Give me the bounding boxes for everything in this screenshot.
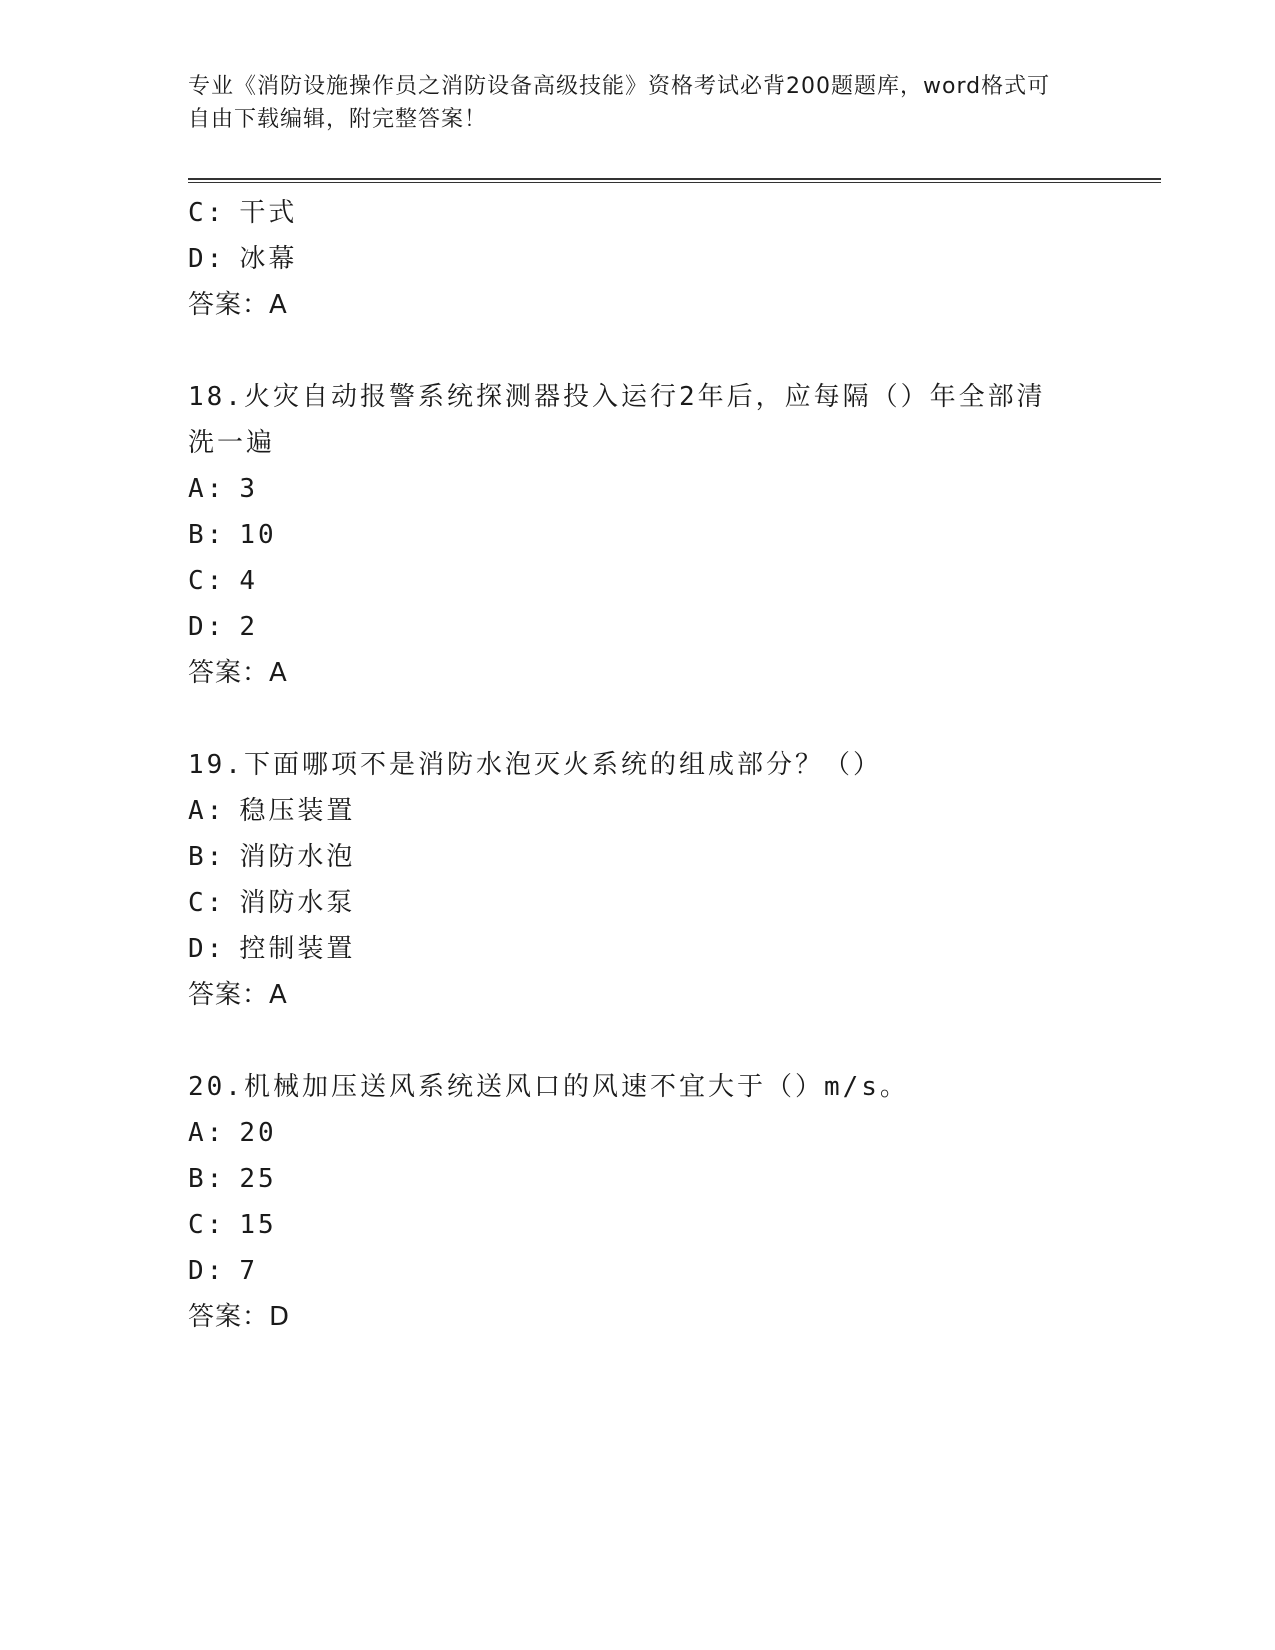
spacer bbox=[188, 328, 1118, 374]
option-text: 控制装置 bbox=[239, 934, 356, 964]
option-c bbox=[188, 558, 1118, 604]
option-text: 25 bbox=[239, 1164, 277, 1194]
question-list bbox=[188, 190, 1118, 1340]
question-20 bbox=[188, 1064, 1118, 1340]
answer-line: 答案：D bbox=[188, 1302, 291, 1332]
option-letter: B: bbox=[188, 842, 226, 872]
option-c bbox=[188, 880, 1118, 926]
option-letter: D: bbox=[188, 612, 226, 642]
option-text: 7 bbox=[239, 1256, 258, 1286]
option-text: 2 bbox=[239, 612, 258, 642]
question-stem: 19.下面哪项不是消防水泡灭火系统的组成部分？（） bbox=[188, 750, 882, 780]
option-a bbox=[188, 788, 1118, 834]
question-stem: 20.机械加压送风系统送风口的风速不宜大于（）m/s。 bbox=[188, 1072, 909, 1102]
option-letter: A: bbox=[188, 1118, 226, 1148]
option-text: 冰幕 bbox=[239, 244, 298, 274]
option-a bbox=[188, 466, 1118, 512]
option-letter: C: bbox=[188, 888, 226, 918]
document-header bbox=[188, 70, 1068, 136]
option-letter: D: bbox=[188, 934, 226, 964]
question-17-tail bbox=[188, 190, 1118, 328]
option-text: 消防水泵 bbox=[239, 888, 356, 918]
spacer bbox=[188, 696, 1118, 742]
option-text: 3 bbox=[239, 474, 258, 504]
question-18 bbox=[188, 374, 1118, 696]
option-text: 干式 bbox=[239, 198, 298, 228]
question-stem: 18.火灾自动报警系统探测器投入运行2年后，应每隔（）年全部清洗一遍 bbox=[188, 382, 1046, 458]
option-letter: D: bbox=[188, 244, 226, 274]
header-divider bbox=[188, 178, 1161, 183]
option-a bbox=[188, 1110, 1118, 1156]
answer-line: 答案：A bbox=[188, 980, 288, 1010]
option-b bbox=[188, 1156, 1118, 1202]
spacer bbox=[188, 1018, 1118, 1064]
option-letter: C: bbox=[188, 566, 226, 596]
option-b bbox=[188, 512, 1118, 558]
option-letter: C: bbox=[188, 1210, 226, 1240]
option-text: 消防水泡 bbox=[239, 842, 356, 872]
option-text: 20 bbox=[239, 1118, 277, 1148]
option-letter: C: bbox=[188, 198, 226, 228]
answer-line: 答案：A bbox=[188, 290, 288, 320]
option-letter: D: bbox=[188, 1256, 226, 1286]
option-text: 4 bbox=[239, 566, 258, 596]
answer-line: 答案：A bbox=[188, 658, 288, 688]
option-c bbox=[188, 1202, 1118, 1248]
option-text: 15 bbox=[239, 1210, 277, 1240]
option-d bbox=[188, 926, 1118, 972]
option-text: 10 bbox=[239, 520, 277, 550]
header-title: 专业《消防设施操作员之消防设备高级技能》资格考试必背200题题库，word格式可自由下载编辑，附完整答案！ bbox=[188, 74, 1051, 132]
option-c bbox=[188, 190, 1118, 236]
option-d bbox=[188, 604, 1118, 650]
option-d bbox=[188, 236, 1118, 282]
option-letter: A: bbox=[188, 474, 226, 504]
option-letter: A: bbox=[188, 796, 226, 826]
option-text: 稳压装置 bbox=[239, 796, 356, 826]
option-b bbox=[188, 834, 1118, 880]
option-letter: B: bbox=[188, 520, 226, 550]
question-19 bbox=[188, 742, 1118, 1018]
option-d bbox=[188, 1248, 1118, 1294]
option-letter: B: bbox=[188, 1164, 226, 1194]
